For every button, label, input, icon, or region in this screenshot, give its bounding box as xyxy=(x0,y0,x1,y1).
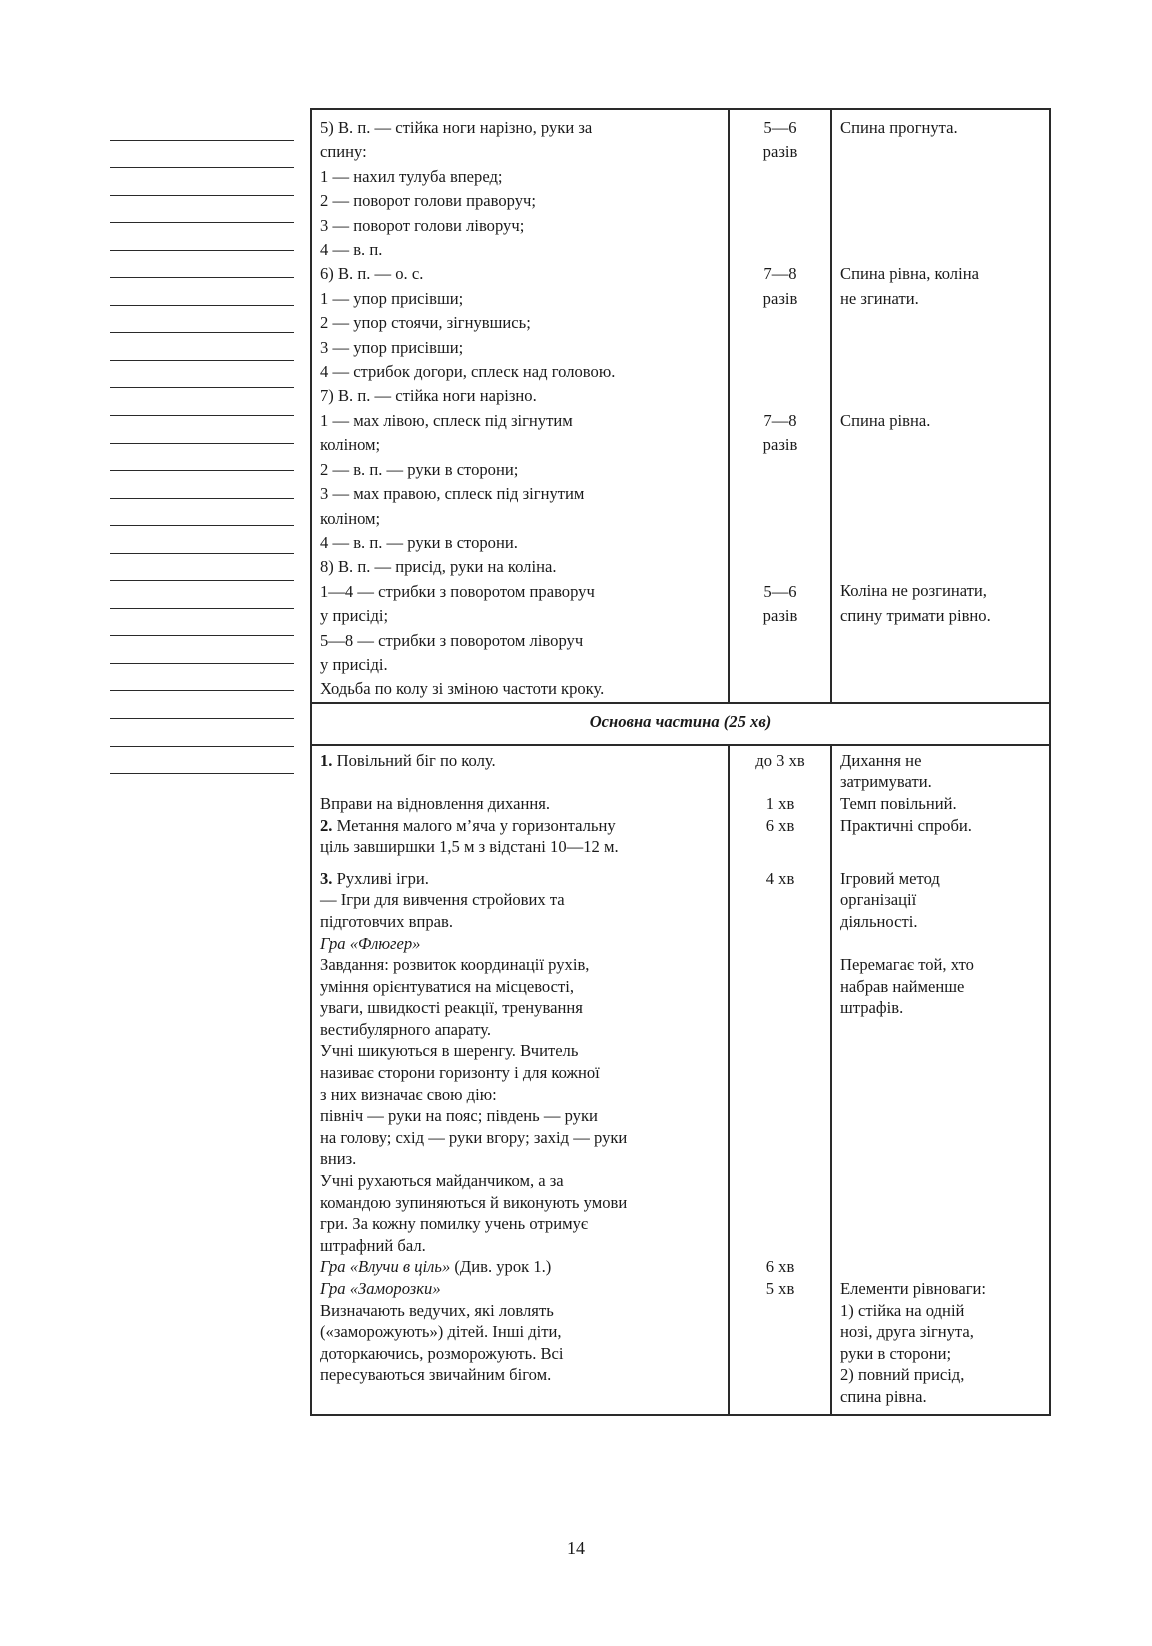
text-line: підготовчих вправ. xyxy=(320,911,453,931)
lesson-table xyxy=(310,108,1051,1416)
dosage-value: 4 хв xyxy=(765,868,795,888)
note-text: Спина прогнута. xyxy=(840,118,958,137)
note-text: Практичні спроби. xyxy=(840,815,972,835)
text-line: 4 — стрибок догори, сплеск над головою. xyxy=(320,362,616,382)
note-line xyxy=(110,719,294,747)
note-text: спину тримати рівно. xyxy=(840,605,991,625)
text-line: 2 — упор стоячи, зігнувшись; xyxy=(320,313,531,333)
item-2: 2. Метання малого м’яча у горизонтальну xyxy=(320,815,616,835)
text-line: Учні шикуються в шеренгу. Вчитель xyxy=(320,1041,579,1061)
text-line: Завдання: розвиток координації рухів, xyxy=(320,955,590,975)
note-text: Перемагає той, хто xyxy=(840,955,974,975)
note-text: руки в сторони; xyxy=(840,1343,952,1363)
note-text: нозі, друга зігнута, xyxy=(840,1322,974,1342)
note-text: Спина рівна, коліна xyxy=(840,264,979,284)
note-text: Спина рівна. xyxy=(840,410,931,430)
note-text: Коліна не розгинати, xyxy=(840,581,987,601)
dosage-value: 5—6 xyxy=(763,581,797,601)
text-line: з них визначає свою дію: xyxy=(320,1084,497,1104)
text-line: 7) В. п. — стійка ноги нарізно. xyxy=(320,386,537,406)
warmup-exercises-cell xyxy=(311,109,729,703)
dosage-unit: разів xyxy=(762,605,798,625)
text-line: 2 — поворот голови праворуч; xyxy=(320,191,536,211)
note-line xyxy=(110,141,294,169)
dosage-unit: разів xyxy=(762,142,798,162)
text-line: коліном; xyxy=(320,435,381,455)
main-exercises-cell xyxy=(311,745,729,1415)
text-line: північ — руки на пояс; південь — руки xyxy=(320,1106,598,1126)
note-text: Темп повільний. xyxy=(840,793,957,813)
text-line: коліном; xyxy=(320,508,381,528)
note-text: Елементи рівноваги: xyxy=(840,1279,987,1298)
note-line xyxy=(110,747,294,775)
note-text: не згинати. xyxy=(840,288,919,308)
dosage-value: до 3 хв xyxy=(755,750,805,770)
text-line: 1 — нахил тулуба вперед; xyxy=(320,166,503,186)
text-line: вниз. xyxy=(320,1149,357,1169)
note-line xyxy=(110,388,294,416)
dosage-unit: разів xyxy=(762,435,798,455)
game-title: Гра «Флюгер» xyxy=(320,933,421,953)
text-line: на голову; схід — руки вгору; захід — руки xyxy=(320,1127,628,1147)
warmup-notes-cell xyxy=(831,109,1050,703)
text-line: у присіді; xyxy=(320,606,389,626)
text-line: 4 — в. п. — руки в сторони. xyxy=(320,532,518,552)
dosage-value: 7—8 xyxy=(763,264,797,284)
item-1: 1. Повільний біг по колу. xyxy=(320,750,496,770)
dosage-unit: разів xyxy=(762,288,798,308)
note-line xyxy=(110,196,294,224)
note-line xyxy=(110,333,294,361)
text-line: Учні рухаються майданчиком, а за xyxy=(320,1171,564,1191)
text-line: 4 — в. п. xyxy=(320,240,383,260)
note-line xyxy=(110,554,294,582)
text-line: 3 — мах правою, сплеск під зігнутим xyxy=(320,484,585,504)
note-line xyxy=(110,113,294,141)
dosage-value: 6 хв xyxy=(765,1257,795,1277)
main-part-row xyxy=(311,745,1050,1415)
note-text: набрав найменше xyxy=(840,976,965,996)
note-text: штрафів. xyxy=(840,998,904,1018)
main-notes-cell xyxy=(831,745,1050,1415)
note-text: Дихання не xyxy=(840,750,922,770)
note-line xyxy=(110,664,294,692)
text-line: 3 — упор присівши; xyxy=(320,337,464,357)
dosage-value: 5—6 xyxy=(763,118,797,137)
dosage-value: 6 хв xyxy=(765,815,795,835)
text-line: 5) В. п. — стійка ноги нарізно, руки за xyxy=(320,118,593,137)
note-line xyxy=(110,168,294,196)
text-line: 1—4 — стрибки з поворотом праворуч xyxy=(320,581,595,601)
text-line: 1 — мах лівою, сплеск під зігнутим xyxy=(320,410,573,430)
note-line xyxy=(110,636,294,664)
note-line xyxy=(110,306,294,334)
note-line xyxy=(110,499,294,527)
text-line: Ходьба по колу зі зміною частоти кроку. xyxy=(320,679,605,699)
note-text: 1) стійка на одній xyxy=(840,1300,965,1320)
text-line: пересуваються звичайним бігом. xyxy=(320,1365,552,1385)
text-line: називає сторони горизонту і для кожної xyxy=(320,1063,600,1083)
note-line xyxy=(110,251,294,279)
note-line xyxy=(110,609,294,637)
note-line xyxy=(110,526,294,554)
text-line: 3 — поворот голови ліворуч; xyxy=(320,215,525,235)
text-line: уваги, швидкості реакції, тренування xyxy=(320,998,583,1018)
text-line: штрафний бал. xyxy=(320,1235,426,1255)
section-header-row xyxy=(311,703,1050,745)
text-line: 2 — в. п. — руки в сторони; xyxy=(320,459,519,479)
section-title: Основна частина (25 хв) xyxy=(311,703,1050,745)
note-text: затримувати. xyxy=(840,772,932,792)
note-line xyxy=(110,278,294,306)
text-line: 5—8 — стрибки з поворотом ліворуч xyxy=(320,630,584,650)
text-line: вестибулярного апарату. xyxy=(320,1019,492,1039)
note-line xyxy=(110,471,294,499)
text-line: доторкаючись, розморожують. Всі xyxy=(320,1343,564,1363)
main-dosage-cell xyxy=(729,745,831,1415)
text-line: Визначають ведучих, які ловлять xyxy=(320,1300,554,1320)
notes-lines xyxy=(110,113,294,774)
text-line: 1 — упор присівши; xyxy=(320,288,464,308)
text-line: ціль завширшки 1,5 м з відстані 10—12 м. xyxy=(320,837,619,857)
note-line xyxy=(110,416,294,444)
note-line xyxy=(110,444,294,472)
note-text: спина рівна. xyxy=(840,1386,927,1406)
text-line: («заморожують») дітей. Інші діти, xyxy=(320,1322,562,1342)
note-line xyxy=(110,223,294,251)
warmup-dosage-cell xyxy=(729,109,831,703)
warmup-row xyxy=(311,109,1050,703)
recovery-text: Вправи на відновлення дихання. xyxy=(320,793,551,813)
text-line: — Ігри для вивчення стройових та xyxy=(320,890,565,910)
dosage-value: 7—8 xyxy=(763,410,797,430)
game-title: Гра «Заморозки» xyxy=(320,1279,441,1298)
note-line xyxy=(110,581,294,609)
text-line: гри. За кожну помилку учень отримує xyxy=(320,1214,589,1234)
page-number: 14 xyxy=(567,1538,585,1558)
text-line: 6) В. п. — о. с. xyxy=(320,264,424,284)
dosage-value: 1 хв xyxy=(765,793,795,813)
note-line xyxy=(110,691,294,719)
text-line: у присіді. xyxy=(320,654,388,674)
note-text: 2) повний присід, xyxy=(840,1365,965,1385)
note-text: організації xyxy=(840,890,917,910)
note-line xyxy=(110,361,294,389)
text-line: 8) В. п. — присід, руки на коліна. xyxy=(320,557,557,577)
text-line: спину: xyxy=(320,142,367,162)
note-text: Ігровий метод xyxy=(840,868,940,888)
text-line: командою зупиняються й виконують умови xyxy=(320,1192,628,1212)
item-3: 3. Рухливі ігри. xyxy=(320,868,429,888)
game-vluchy: Гра «Влучи в ціль» (Див. урок 1.) xyxy=(320,1257,552,1277)
note-text: діяльності. xyxy=(840,911,918,931)
text-line: уміння орієнтуватися на місцевості, xyxy=(320,976,575,996)
dosage-value: 5 хв xyxy=(765,1279,795,1298)
